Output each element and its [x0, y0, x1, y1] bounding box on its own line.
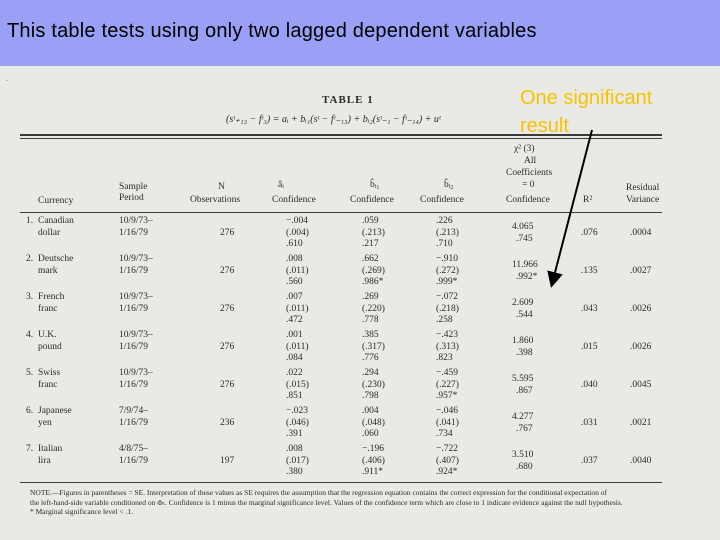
- row-period-start: 10/9/73–: [119, 368, 153, 378]
- row-observations: 276: [220, 341, 235, 352]
- row-b2-value: (.227): [436, 379, 459, 390]
- row-residual-variance: .0027: [630, 266, 652, 276]
- header-a-confidence: Confidence: [272, 195, 316, 205]
- row-currency: U.K.: [38, 330, 57, 340]
- row-chi2-confidence: .767: [516, 423, 533, 434]
- row-b2-value: (.407): [436, 455, 459, 466]
- table-label: TABLE 1: [322, 94, 374, 106]
- row-currency: yen: [38, 417, 52, 428]
- header-observations: Observations: [190, 195, 241, 205]
- row-chi2-confidence: .680: [516, 461, 533, 472]
- header-a: âᵢ: [278, 180, 284, 190]
- row-r2: .043: [581, 304, 598, 314]
- row-b2-value: .957*: [436, 391, 458, 401]
- row-a-value: .610: [286, 239, 303, 249]
- row-b1-value: −.196: [362, 444, 384, 454]
- row-chi2-stat: 11.966: [512, 260, 538, 270]
- row-chi2-stat: 1.860: [512, 336, 534, 346]
- row-r2: .037: [581, 456, 598, 466]
- row-number: 1.: [26, 216, 34, 226]
- row-number: 4.: [26, 330, 34, 340]
- row-period-end: 1/16/79: [119, 379, 149, 390]
- row-b2-value: (.041): [436, 417, 459, 428]
- arrow-line: [552, 130, 592, 284]
- header-period: Period: [119, 193, 144, 203]
- footnote-line: the left-hand-side variable conditioned on Φₜ. Confidence is 1 minus the marginal significance level. Values of the confidence term which are close to 1 indicate evidence against the null hypothesis.: [30, 497, 623, 507]
- row-a-value: −.023: [286, 406, 308, 416]
- row-a-value: .022: [286, 368, 303, 378]
- row-b1-value: (.406): [362, 455, 385, 466]
- row-observations: 276: [220, 379, 235, 390]
- row-a-value: −.004: [286, 216, 308, 226]
- row-observations: 276: [220, 303, 235, 314]
- header-b2: b̂ᵢ₂: [444, 180, 454, 190]
- row-b2-value: .710: [436, 239, 453, 249]
- row-currency: lira: [38, 455, 51, 466]
- row-a-value: .084: [286, 353, 303, 363]
- row-residual-variance: .0004: [630, 228, 652, 238]
- header-r2: R²: [583, 195, 593, 205]
- row-b2-value: −.423: [436, 330, 458, 340]
- header-chi-confidence: Confidence: [506, 195, 550, 205]
- slide-title: This table tests using only two lagged dependent variables: [7, 20, 537, 42]
- header-currency: Currency: [38, 196, 74, 206]
- row-a-value: (.046): [286, 417, 309, 428]
- row-chi2-confidence: .398: [516, 347, 533, 358]
- row-r2: .031: [581, 418, 598, 428]
- row-b1-value: .059: [362, 216, 379, 226]
- row-period-end: 1/16/79: [119, 455, 149, 466]
- footnote-line: NOTE.—Figures in parentheses = SE. Interpretation of these values as SE requires the assumption that the regression equation contains the correct expression for the conditional expectation of: [30, 488, 607, 497]
- row-chi2-confidence: .867: [516, 385, 533, 396]
- row-chi2-confidence: .544: [516, 309, 533, 320]
- row-a-value: .007: [286, 292, 303, 302]
- row-a-value: (.015): [286, 379, 309, 390]
- row-b1-value: (.048): [362, 417, 385, 428]
- row-a-value: .472: [286, 315, 303, 325]
- row-b2-value: .924*: [436, 467, 458, 477]
- row-b1-value: (.220): [362, 303, 385, 314]
- header-chi2: χ² (3): [514, 144, 535, 154]
- row-b2-value: .226: [436, 216, 453, 226]
- row-b2-value: −.910: [436, 254, 458, 264]
- row-b2-value: −.722: [436, 444, 458, 454]
- row-a-value: (.011): [286, 341, 309, 352]
- row-b1-value: .778: [362, 315, 379, 325]
- row-observations: 276: [220, 227, 235, 238]
- row-number: 5.: [26, 368, 34, 378]
- row-currency: Swiss: [38, 368, 61, 378]
- header-variance: Variance: [626, 195, 660, 205]
- row-chi2-confidence: .992*: [516, 271, 538, 282]
- row-observations: 236: [220, 417, 235, 428]
- row-currency: franc: [38, 379, 58, 390]
- row-a-value: .391: [286, 429, 303, 439]
- row-a-value: (.004): [286, 227, 309, 238]
- row-a-value: (.011): [286, 265, 309, 276]
- row-b2-value: .258: [436, 315, 453, 325]
- row-chi2-stat: 5.595: [512, 374, 534, 384]
- row-chi2-stat: 3.510: [512, 450, 534, 460]
- row-a-value: .001: [286, 330, 303, 340]
- row-a-value: .380: [286, 467, 303, 477]
- row-b1-value: (.230): [362, 379, 385, 390]
- header-eq-zero: = 0: [522, 180, 535, 190]
- row-b2-value: .823: [436, 353, 453, 363]
- scan-margin-mark: .: [6, 74, 9, 83]
- row-number: 3.: [26, 292, 34, 302]
- row-currency: Canadian: [38, 216, 74, 226]
- row-period-start: 7/9/74–: [119, 406, 149, 416]
- row-r2: .135: [581, 266, 598, 276]
- row-b1-value: (.269): [362, 265, 385, 276]
- row-period-start: 10/9/73–: [119, 216, 153, 226]
- row-currency: franc: [38, 303, 58, 314]
- row-number: 2.: [26, 254, 34, 264]
- header-n: N: [218, 182, 225, 192]
- row-b1-value: .798: [362, 391, 379, 401]
- row-a-value: .008: [286, 254, 303, 264]
- row-b2-value: .999*: [436, 277, 458, 287]
- row-period-end: 1/16/79: [119, 341, 149, 352]
- row-b1-value: .776: [362, 353, 379, 363]
- row-period-end: 1/16/79: [119, 227, 149, 238]
- row-chi2-confidence: .745: [516, 233, 533, 244]
- row-b2-value: −.046: [436, 406, 458, 416]
- row-residual-variance: .0021: [630, 418, 652, 428]
- row-residual-variance: .0026: [630, 304, 652, 314]
- row-currency: Japanese: [38, 406, 72, 416]
- row-residual-variance: .0040: [630, 456, 652, 466]
- row-currency: Deutsche: [38, 254, 74, 264]
- row-currency: mark: [38, 265, 58, 276]
- row-period-start: 10/9/73–: [119, 330, 153, 340]
- row-a-value: .851: [286, 391, 303, 401]
- row-b1-value: (.317): [362, 341, 385, 352]
- row-b1-value: .004: [362, 406, 379, 416]
- header-b1: b̂ᵢ₁: [370, 180, 380, 190]
- row-chi2-stat: 2.609: [512, 298, 534, 308]
- regression-equation: (sᵗ₊₁₃ − fᵗ₃) = aᵢ + bᵢ₁(sᵗ − fᵗ₋₁₃) + bᵢ₂(sᵗ₋₁ − fᵗ₋₁₄) + uᵗ: [226, 114, 441, 125]
- row-b1-value: .662: [362, 254, 379, 264]
- row-b1-value: .060: [362, 429, 379, 439]
- row-period-start: 4/8/75–: [119, 444, 149, 454]
- row-period-start: 10/9/73–: [119, 254, 153, 264]
- row-r2: .040: [581, 380, 598, 390]
- row-b1-value: (.213): [362, 227, 385, 238]
- header-residual: Residual: [626, 183, 660, 193]
- row-b2-value: (.218): [436, 303, 459, 314]
- row-currency: pound: [38, 341, 62, 352]
- row-period-start: 10/9/73–: [119, 292, 153, 302]
- row-b2-value: −.459: [436, 368, 458, 378]
- row-a-value: (.011): [286, 303, 309, 314]
- row-b1-value: .986*: [362, 277, 384, 287]
- header-all: All: [524, 156, 537, 166]
- row-b1-value: .911*: [362, 467, 384, 477]
- row-b1-value: .269: [362, 292, 379, 302]
- row-period-end: 1/16/79: [119, 417, 149, 428]
- row-r2: .076: [581, 228, 598, 238]
- row-a-value: (.017): [286, 455, 309, 466]
- row-chi2-stat: 4.277: [512, 412, 534, 422]
- header-b2-confidence: Confidence: [420, 195, 464, 205]
- row-number: 6.: [26, 406, 34, 416]
- row-b1-value: .294: [362, 368, 379, 378]
- row-b2-value: (.313): [436, 341, 459, 352]
- row-observations: 197: [220, 455, 235, 466]
- header-b1-confidence: Confidence: [350, 195, 394, 205]
- row-b1-value: .385: [362, 330, 379, 340]
- row-b2-value: −.072: [436, 292, 458, 302]
- row-b2-value: (.213): [436, 227, 459, 238]
- row-r2: .015: [581, 342, 598, 352]
- header-coefficients: Coefficients: [506, 168, 553, 178]
- row-currency: Italian: [38, 444, 63, 454]
- row-b1-value: .217: [362, 239, 379, 249]
- row-b2-value: .734: [436, 429, 453, 439]
- row-chi2-stat: 4.065: [512, 222, 534, 232]
- row-observations: 276: [220, 265, 235, 276]
- row-currency: French: [38, 292, 65, 302]
- row-number: 7.: [26, 444, 34, 454]
- row-a-value: .560: [286, 277, 303, 287]
- row-residual-variance: .0026: [630, 342, 652, 352]
- row-period-end: 1/16/79: [119, 265, 149, 276]
- row-currency: dollar: [38, 227, 61, 238]
- row-residual-variance: .0045: [630, 380, 652, 390]
- row-period-end: 1/16/79: [119, 303, 149, 314]
- annotation-text: One significant result: [520, 87, 653, 137]
- footnote-line: * Marginal significance level < .1.: [30, 507, 134, 516]
- row-b2-value: (.272): [436, 265, 459, 276]
- header-sample: Sample: [119, 182, 148, 192]
- row-a-value: .008: [286, 444, 303, 454]
